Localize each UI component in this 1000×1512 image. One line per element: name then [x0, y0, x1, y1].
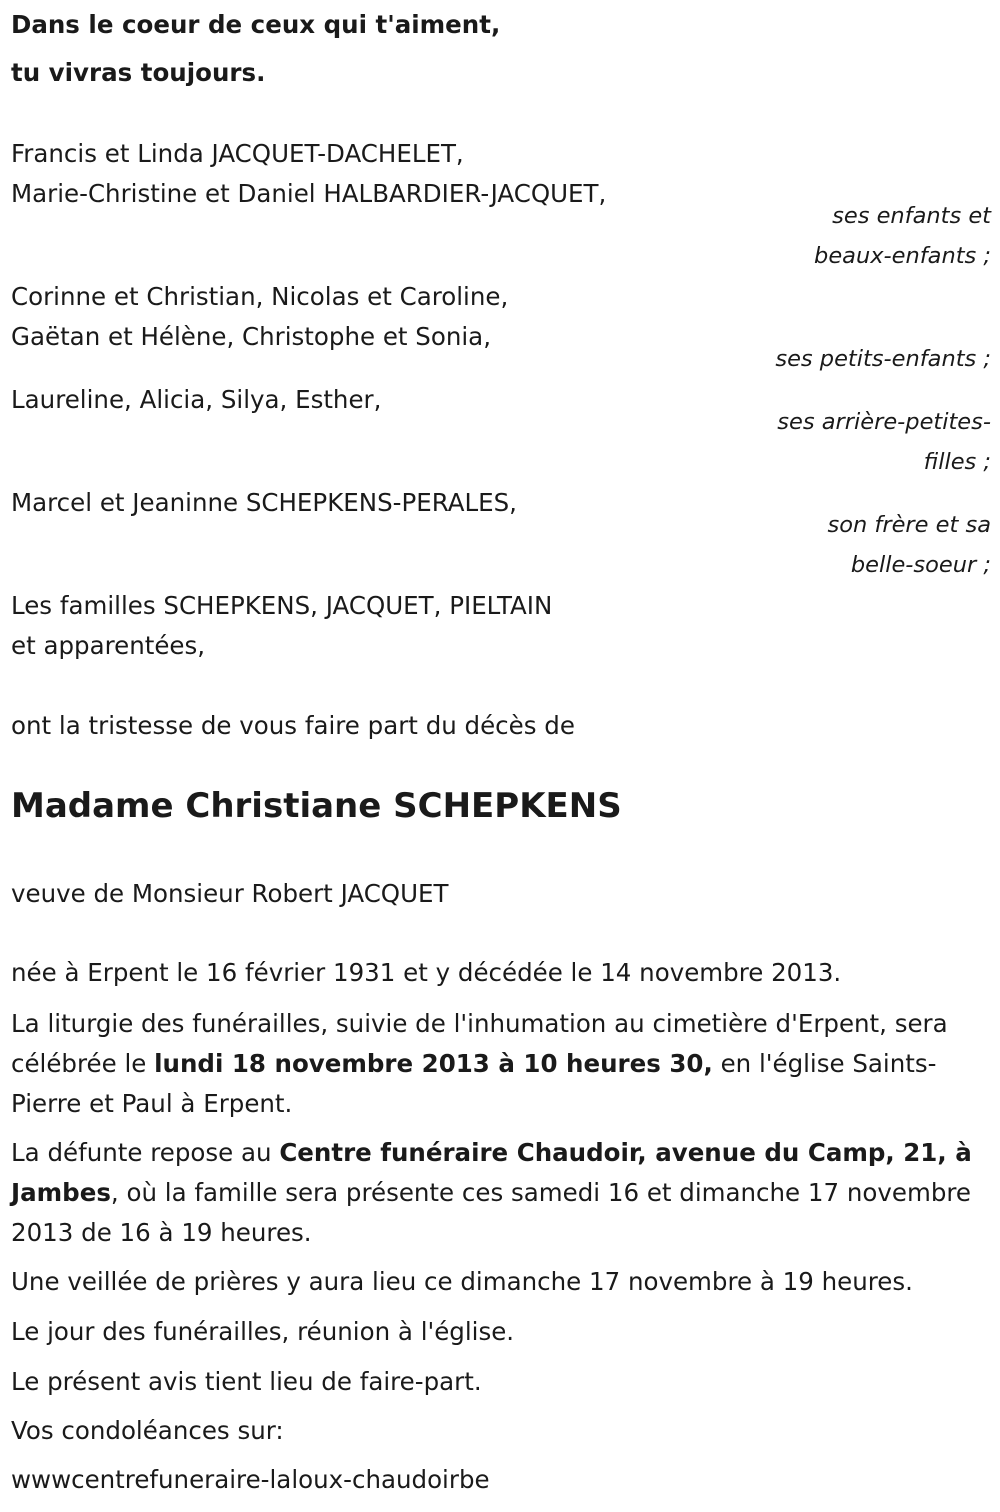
rest-place: Centre funéraire Chaudoir, avenue du Camp, 21, à Jambes: [11, 1138, 972, 1207]
announcement: ont la tristesse de vous faire part du décès de: [11, 711, 575, 740]
family-name-line: Marie-Christine et Daniel HALBARDIER-JACQUET,: [11, 179, 607, 208]
widow-of: veuve de Monsieur Robert JACQUET: [11, 879, 449, 908]
family-name-line: Gaëtan et Hélène, Christophe et Sonia,: [11, 322, 491, 351]
meeting: Le jour des funérailles, réunion à l'église.: [11, 1317, 515, 1346]
vigil: Une veillée de prières y aura lieu ce dimanche 17 novembre à 19 heures.: [11, 1267, 913, 1296]
family-name-line: Laureline, Alicia, Silya, Esther,: [11, 385, 382, 414]
condolences-label: Vos condoléances sur:: [11, 1416, 284, 1445]
relation-label: belle-soeur ;: [850, 552, 991, 578]
birth-death: née à Erpent le 16 février 1931 et y décédée le 14 novembre 2013.: [11, 958, 842, 987]
notice: Le présent avis tient lieu de faire-part.: [11, 1367, 482, 1396]
family-name-line: Les familles SCHEPKENS, JACQUET, PIELTAIN: [11, 591, 553, 620]
relation-label: beaux-enfants ;: [814, 243, 991, 269]
rest-paragraph: [11, 1133, 991, 1253]
relation-label: ses petits-enfants ;: [775, 346, 991, 372]
liturgy-date: lundi 18 novembre 2013 à 10 heures 30,: [154, 1049, 713, 1078]
family-name-line: et apparentées,: [11, 631, 206, 660]
family-name-line: Corinne et Christian, Nicolas et Caroline,: [11, 282, 509, 311]
liturgy-text: en l'église Saints-Pierre et Paul à Erpent.: [11, 1049, 937, 1118]
relation-label: son frère et sa: [827, 512, 991, 538]
epitaph-line-2: tu vivras toujours.: [11, 58, 266, 87]
rest-text: , où la famille sera présente ces samedi 16 et dimanche 17 novembre 2013 de 16 à 19 heures.: [11, 1178, 971, 1247]
relation-label: ses arrière-petites-: [777, 409, 991, 435]
liturgy-text: La liturgie des funérailles, suivie de l'inhumation au cimetière d'Erpent, sera célébrée le: [11, 1009, 948, 1078]
rest-text: La défunte repose au: [11, 1138, 280, 1167]
relation-label: ses enfants et: [832, 203, 991, 229]
liturgy-paragraph: [11, 1004, 991, 1124]
website-link[interactable]: wwwcentrefuneraire-laloux-chaudoirbe: [11, 1465, 490, 1494]
family-name-line: Francis et Linda JACQUET-DACHELET,: [11, 139, 464, 168]
family-name-line: Marcel et Jeaninne SCHEPKENS-PERALES,: [11, 488, 517, 517]
relation-label: filles ;: [923, 449, 991, 475]
epitaph-line-1: Dans le coeur de ceux qui t'aiment,: [11, 10, 501, 39]
deceased-name: Madame Christiane SCHEPKENS: [11, 786, 622, 826]
